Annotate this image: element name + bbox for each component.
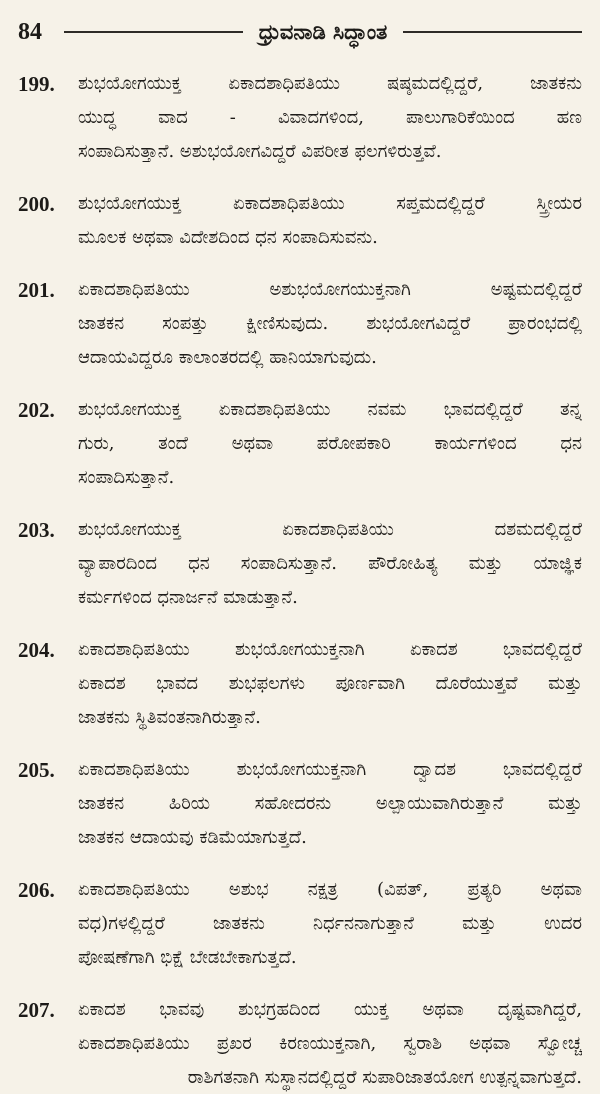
entry-text xyxy=(78,274,582,374)
text-line: ಸಂಪಾದಿಸುತ್ತಾನೆ. ಅಶುಭಯೋಗವಿದ್ದರೆ ವಿಪರೀತ ಫಲಗಳಿರುತ್ತವೆ. xyxy=(78,141,442,162)
entry-203 xyxy=(18,514,582,614)
text-line: ಶುಭಯೋಗಯುಕ್ತ ಏಕಾದಶಾಧಿಪತಿಯು ಷಷ್ಠಮದಲ್ಲಿದ್ದರೆ, ಜಾತಕನು xyxy=(78,73,582,94)
entry-201 xyxy=(18,274,582,374)
text-line: ಕರ್ಮಗಳಿಂದ ಧನಾರ್ಜನೆ ಮಾಡುತ್ತಾನೆ. xyxy=(78,587,298,608)
text-line: ಗುರು, ತಂದೆ ಅಥವಾ ಪರೋಪಕಾರಿ ಕಾರ್ಯಗಳಿಂದ ಧನ xyxy=(78,433,582,454)
page-content xyxy=(18,68,582,1094)
entry-text xyxy=(78,874,582,974)
entry-205 xyxy=(18,754,582,854)
text-line: ವಧ)ಗಳಲ್ಲಿದ್ದರೆ ಜಾತಕನು ನಿರ್ಧನನಾಗುತ್ತಾನೆ ಮತ್ತು ಉದರ xyxy=(78,913,582,934)
header-rule-left xyxy=(64,31,243,33)
text-line: ಜಾತಕನು ಸ್ಥಿತಿವಂತನಾಗಿರುತ್ತಾನೆ. xyxy=(78,707,261,728)
entry-number: 201. xyxy=(18,278,55,302)
entry-number: 207. xyxy=(18,998,55,1022)
text-line: ಜಾತಕನ ಹಿರಿಯ ಸಹೋದರನು ಅಲ್ಪಾಯುವಾಗಿರುತ್ತಾನೆ ಮತ್ತು xyxy=(78,793,582,814)
text-line: ಏಕಾದಶ ಭಾವವು ಶುಭಗ್ರಹದಿಂದ ಯುಕ್ತ ಅಥವಾ ದೃಷ್ಟವಾಗಿದ್ದರೆ, xyxy=(78,999,582,1020)
entry-text xyxy=(78,754,582,854)
entry-number: 200. xyxy=(18,192,55,216)
text-line: ಏಕಾದಶಾಧಿಪತಿಯು ಅಶುಭಯೋಗಯುಕ್ತನಾಗಿ ಅಷ್ಟಮದಲ್ಲಿದ್ದರೆ xyxy=(78,279,582,300)
entry-206 xyxy=(18,874,582,974)
text-line: ಯುದ್ಧ ವಾದ - ವಿವಾದಗಳಿಂದ, ಪಾಲುಗಾರಿಕೆಯಿಂದ ಹಣ xyxy=(78,107,582,128)
entry-text xyxy=(78,514,582,614)
text-line: ವ್ಯಾಪಾರದಿಂದ ಧನ ಸಂಪಾದಿಸುತ್ತಾನೆ. ಪೌರೋಹಿತ್ಯ ಮತ್ತು ಯಾಜ್ಞಿಕ xyxy=(78,553,582,574)
text-line: ಏಕಾದಶಾಧಿಪತಿಯು ಪ್ರಖರ ಕಿರಣಯುಕ್ತನಾಗಿ, ಸ್ವರಾಶಿ ಅಥವಾ ಸ್ವೋಚ್ಚ xyxy=(78,1033,582,1054)
text-line: ಏಕಾದಶ ಭಾವದ ಶುಭಫಲಗಳು ಪೂರ್ಣವಾಗಿ ದೊರೆಯುತ್ತವೆ ಮತ್ತು xyxy=(78,673,582,694)
text-line: ರಾಶಿಗತನಾಗಿ ಸುಸ್ಥಾನದಲ್ಲಿದ್ದರೆ ಸುಪಾರಿಜಾತಯೋಗ ಉತ್ಪನ್ನವಾಗುತ್ತದೆ. xyxy=(187,1067,582,1088)
text-line: ಸಂಪಾದಿಸುತ್ತಾನೆ. xyxy=(78,467,175,488)
text-line: ಏಕಾದಶಾಧಿಪತಿಯು ಶುಭಯೋಗಯುಕ್ತನಾಗಿ ದ್ವಾದಶ ಭಾವದಲ್ಲಿದ್ದರೆ xyxy=(78,759,582,780)
entry-text xyxy=(78,394,582,494)
text-line: ಶುಭಯೋಗಯುಕ್ತ ಏಕಾದಶಾಧಿಪತಿಯು ದಶಮದಲ್ಲಿದ್ದರೆ xyxy=(78,519,582,540)
entry-number: 205. xyxy=(18,758,55,782)
text-line: ಏಕಾದಶಾಧಿಪತಿಯು ಶುಭಯೋಗಯುಕ್ತನಾಗಿ ಏಕಾದಶ ಭಾವದಲ್ಲಿದ್ದರೆ xyxy=(78,639,582,660)
page-header xyxy=(18,10,582,54)
entry-number: 199. xyxy=(18,72,55,96)
entry-number: 206. xyxy=(18,878,55,902)
text-line: ಶುಭಯೋಗಯುಕ್ತ ಏಕಾದಶಾಧಿಪತಿಯು ಸಪ್ತಮದಲ್ಲಿದ್ದರೆ ಸ್ತ್ರೀಯರ xyxy=(78,193,582,214)
text-line: ಏಕಾದಶಾಧಿಪತಿಯು ಅಶುಭ ನಕ್ಷತ್ರ (ವಿಪತ್, ಪ್ರತ್ಯರಿ ಅಥವಾ xyxy=(78,879,582,900)
text-line: ಜಾತಕನ ಸಂಪತ್ತು ಕ್ಷೀಣಿಸುವುದು. ಶುಭಯೋಗವಿದ್ದರೆ ಪ್ರಾರಂಭದಲ್ಲಿ xyxy=(78,313,582,334)
entry-207 xyxy=(18,994,582,1094)
text-line: ಶುಭಯೋಗಯುಕ್ತ ಏಕಾದಶಾಧಿಪತಿಯು ನವಮ ಭಾವದಲ್ಲಿದ್ದರೆ ತನ್ನ xyxy=(78,399,582,420)
entry-number: 203. xyxy=(18,518,55,542)
text-line: ಮೂಲಕ ಅಥವಾ ವಿದೇಶದಿಂದ ಧನ ಸಂಪಾದಿಸುವನು. xyxy=(78,227,378,248)
entry-204 xyxy=(18,634,582,734)
entry-number: 204. xyxy=(18,638,55,662)
text-line: ಜಾತಕನ ಆದಾಯವು ಕಡಿಮೆಯಾಗುತ್ತದೆ. xyxy=(78,827,307,848)
entry-text xyxy=(78,188,582,254)
header-rule-right xyxy=(403,31,582,33)
entry-text xyxy=(78,994,582,1094)
text-line: ಪೋಷಣೆಗಾಗಿ ಭಿಕ್ಷೆ ಬೇಡಬೇಕಾಗುತ್ತದೆ. xyxy=(78,947,297,968)
entry-text xyxy=(78,634,582,734)
page-number: 84 xyxy=(18,18,42,45)
running-head: ಧ್ರುವನಾಡಿ ಸಿದ್ಧಾಂತ xyxy=(258,19,388,44)
entry-199 xyxy=(18,68,582,168)
text-line: ಆದಾಯವಿದ್ದರೂ ಕಾಲಾಂತರದಲ್ಲಿ ಹಾನಿಯಾಗುವುದು. xyxy=(78,347,377,368)
entry-200 xyxy=(18,188,582,254)
entry-202 xyxy=(18,394,582,494)
entry-text xyxy=(78,68,582,168)
entry-number: 202. xyxy=(18,398,55,422)
